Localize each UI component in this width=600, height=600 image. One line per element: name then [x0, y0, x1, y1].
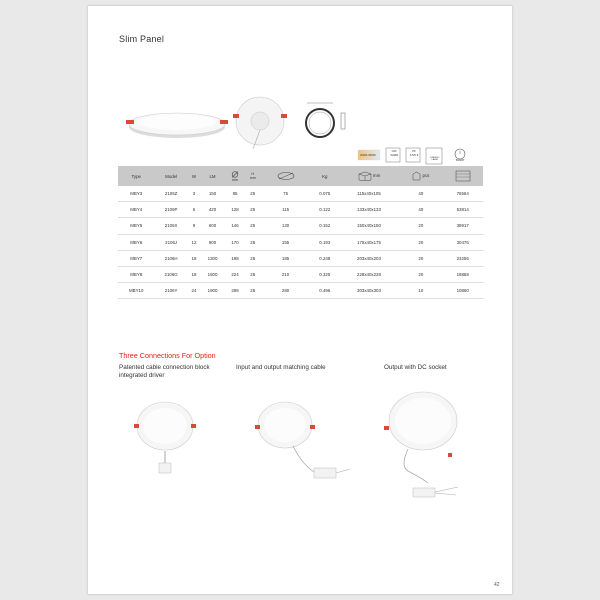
table-cell: 224	[225, 266, 245, 282]
table-cell: 25	[245, 250, 260, 266]
table-cell: 40	[399, 202, 442, 218]
table-cell: 2106H	[154, 250, 187, 266]
table-cell: 20	[399, 250, 442, 266]
table-cell: 155	[260, 234, 311, 250]
table-cell: 2106X	[154, 218, 187, 234]
table-cell: 420	[200, 202, 225, 218]
height-unit: mm	[249, 176, 256, 180]
box-icon	[358, 171, 372, 181]
table-cell: 900	[200, 234, 225, 250]
table-cell: 53814	[442, 202, 483, 218]
table-cell: MBY7	[118, 250, 154, 266]
table-cell: 210	[260, 266, 311, 282]
table-cell: 2106G	[154, 266, 187, 282]
connection-option-3	[384, 392, 458, 497]
table-cell: 1500	[200, 266, 225, 282]
table-cell: 25	[245, 283, 260, 299]
table-row	[118, 266, 483, 282]
table-cell: 25	[245, 202, 260, 218]
table-row	[118, 218, 483, 234]
table-cell: 130	[260, 218, 311, 234]
height-symbol: H	[251, 172, 255, 176]
table-cell: 25	[245, 186, 260, 202]
table-cell: 18	[188, 266, 200, 282]
table-cell: 10	[399, 283, 442, 299]
table-cell: 115x40x105	[339, 186, 400, 202]
table-cell: 303x40x303	[339, 283, 400, 299]
page-number: 42	[494, 582, 500, 588]
table-cell: 0.122	[311, 202, 339, 218]
table-cell: 0.248	[311, 250, 339, 266]
connection-option-2	[255, 402, 350, 478]
table-cell: 2106Y	[154, 283, 187, 299]
table-cell: 0.193	[311, 234, 339, 250]
header-container	[442, 166, 483, 186]
table-cell: 175x40x175	[339, 234, 400, 250]
connection-photos	[88, 391, 512, 506]
connection-option-1	[134, 402, 196, 473]
diameter-unit: mm	[232, 177, 238, 182]
package-icon	[412, 171, 421, 181]
table-cell: 600	[200, 218, 225, 234]
header-diameter	[225, 166, 245, 186]
section-title: Three Connections For Option	[119, 351, 216, 360]
table-cell: 20	[399, 266, 442, 282]
header-lumen: LM	[200, 166, 225, 186]
connection-caption-3: Output with DC socket	[384, 364, 447, 371]
catalog-page	[88, 6, 512, 594]
table-cell: 25	[245, 234, 260, 250]
table-cell: 2106Z	[154, 186, 187, 202]
table-cell: 25	[245, 218, 260, 234]
spring-clip-left-icon	[126, 120, 134, 124]
cri-label: CRI >Ra80	[389, 149, 399, 157]
header-weight: Kg	[311, 166, 339, 186]
table-cell: 20	[399, 218, 442, 234]
table-cell: 23256	[442, 250, 483, 266]
table-header-row	[118, 166, 483, 186]
cutout-icon	[276, 171, 296, 181]
table-row	[118, 234, 483, 250]
cct-label: 3000K-6500K	[360, 154, 376, 157]
spec-table	[118, 166, 483, 299]
table-cell: 2106P	[154, 202, 187, 218]
header-model: Model	[154, 166, 187, 186]
header-cutout	[260, 166, 311, 186]
table-cell: MBY10	[118, 283, 154, 299]
table-cell: 12	[188, 234, 200, 250]
table-cell: 6	[188, 202, 200, 218]
table-cell: 24	[188, 283, 200, 299]
pf-label: PF 0.5/0.9	[409, 149, 419, 157]
table-cell: 30476	[442, 234, 483, 250]
table-cell: MBY3	[118, 186, 154, 202]
table-cell: 128	[225, 202, 245, 218]
quantity-unit: pcs	[422, 173, 430, 179]
table-cell: 75	[260, 186, 311, 202]
table-cell: 20	[399, 234, 442, 250]
table-cell: 2106J	[154, 234, 187, 250]
connection-caption-1: Patented cable connection block integrated driver	[119, 364, 210, 379]
table-cell: 150x40x150	[339, 218, 400, 234]
panel-angled-view	[126, 113, 228, 138]
table-cell: 0.325	[311, 266, 339, 282]
table-cell: 203x40x203	[339, 250, 400, 266]
panel-back-view	[233, 97, 287, 149]
table-row	[118, 250, 483, 266]
header-carton	[339, 166, 400, 186]
table-cell: 1300	[200, 250, 225, 266]
lifetime-label: 50000H	[455, 159, 465, 162]
table-cell: 18	[188, 250, 200, 266]
header-watt: W	[188, 166, 200, 186]
table-cell: MBY6	[118, 234, 154, 250]
table-cell: MBY4	[118, 202, 154, 218]
energy-label: ENERGY LABEL	[430, 157, 440, 161]
header-height	[245, 166, 260, 186]
table-cell: 298	[225, 283, 245, 299]
table-cell: 280	[260, 283, 311, 299]
table-cell: 185	[260, 250, 311, 266]
table-cell: 228x40x228	[339, 266, 400, 282]
table-cell: 0.496	[311, 283, 339, 299]
carton-unit: mm	[372, 173, 381, 179]
table-cell: 115	[260, 202, 311, 218]
table-cell: 39917	[442, 218, 483, 234]
header-type: Type	[118, 166, 154, 186]
table-cell: MBY5	[118, 218, 154, 234]
table-cell: 1900	[200, 283, 225, 299]
table-cell: 0.152	[311, 218, 339, 234]
spring-clip-right-icon	[220, 120, 228, 124]
table-row	[118, 283, 483, 299]
diameter-icon	[231, 171, 239, 178]
table-cell: 150	[200, 186, 225, 202]
table-cell: 170	[225, 234, 245, 250]
table-row	[118, 186, 483, 202]
table-cell: 133x40x133	[339, 202, 400, 218]
table-cell: 40	[399, 186, 442, 202]
table-cell: 25	[245, 266, 260, 282]
table-row	[118, 202, 483, 218]
product-views	[88, 91, 512, 151]
table-cell: 0.075	[311, 186, 339, 202]
table-cell: 85	[225, 186, 245, 202]
container-icon	[455, 170, 471, 182]
table-cell: 18868	[442, 266, 483, 282]
connection-caption-2: Input and output matching cable	[236, 364, 326, 371]
table-cell: 10860	[442, 283, 483, 299]
table-cell: MBY8	[118, 266, 154, 282]
dimension-drawing	[306, 103, 345, 137]
table-cell: 146	[225, 218, 245, 234]
table-cell: 198	[225, 250, 245, 266]
table-cell: 3	[188, 186, 200, 202]
page-title: Slim Panel	[119, 34, 165, 44]
spec-table-body	[118, 186, 483, 299]
table-cell: 76564	[442, 186, 483, 202]
header-quantity	[399, 166, 442, 186]
table-cell: 9	[188, 218, 200, 234]
